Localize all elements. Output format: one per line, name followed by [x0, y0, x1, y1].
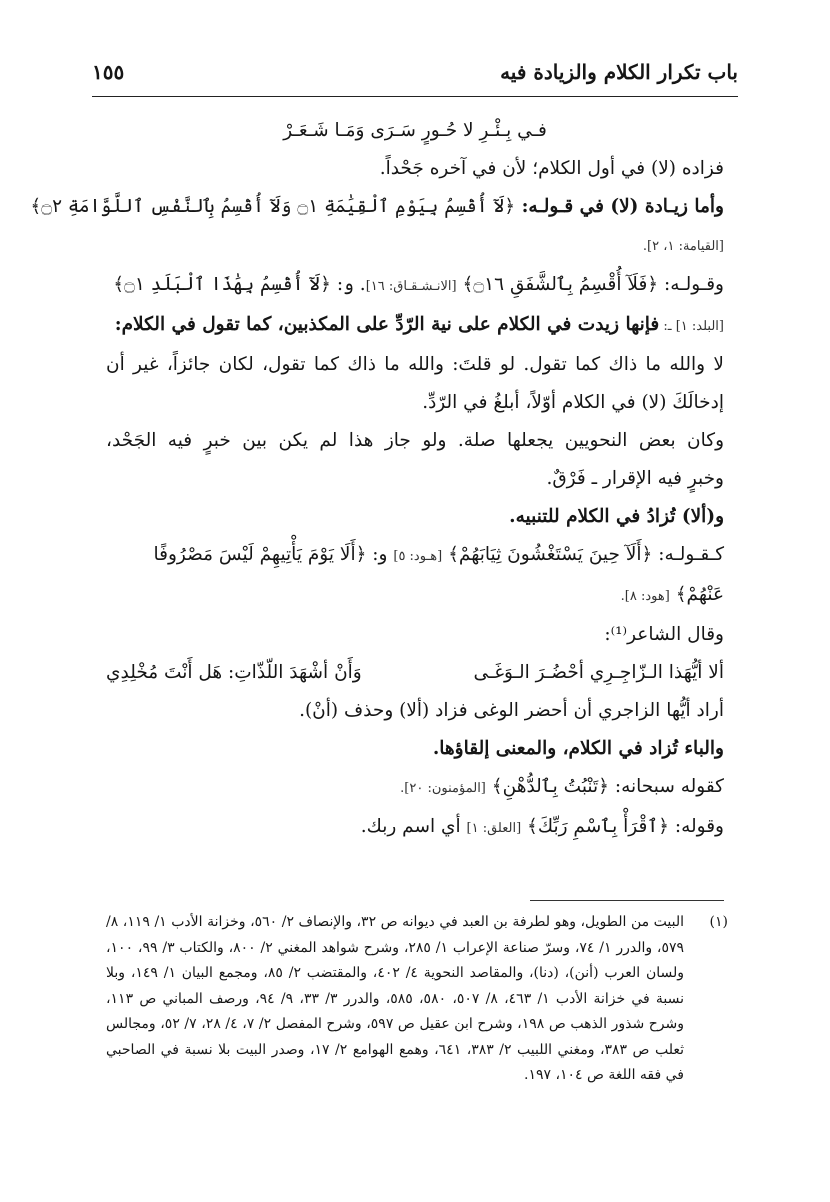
footnote-text: البيت من الطويل، وهو لطرفة بن العبد في ديوانه ص ٣٢، والإنصاف ٢/ ٥٦٠، وخزانة الأدب ١/ ١١٩، ٨/ ٥٧٩، والدرر ١/ ٧٤، وسرّ صناعة الإعراب ١/ ٢٨٥، وشرح شواهد المغني ٢/ ٨٠٠، والكتاب ٣/ ٩٩، ١٠٠، ولسان العرب (أنن)، (دنا)، والمقاصد النحوية ٤/ ٤٠٢، والمقتضب ٢/ ٨٥، ومجمع البيان ١/ ١٤٩، وبلا نسبة في خزانة الأدب ١/ ٤٦٣، ٨/ ٥٠٧، ٥٨٠، ٥٨٥، والدرر ٣/ ٣٣، ٩/ ٩٤، ورصف المباني ص ١١٣، وشرح شذور الذهب ص ١٩٨، وشرح ابن عقيل ص ٥٩٧، وشرح المفصل ٢/ ٧، ٤/ ٢٨، ٧/ ٥٢، ومجالس ثعلب ص ٣٨٣، ومغني اللبيب ٢/ ٣٨٣، ٦٤١، وهمع الهوامع ٢/ ١٧، وصدر البيت بلا نسبة في الصاحبي في فقه اللغة ص ١٠٤، ١٩٧.: [106, 914, 685, 1083]
paragraph-line: [106, 576, 724, 616]
quran-quote: وقوله: ﴿ٱقْرَأْ بِٱسْمِ رَبِّكَ﴾: [521, 816, 724, 837]
footnote-separator: [530, 900, 724, 901]
quran-reference: [القيامة: ١، ٢].: [642, 239, 724, 254]
quran-quote: وقـولـه: ﴿فَلَآ أُقْسِمُ بِٱلشَّفَقِ ۝١٦﴾: [456, 274, 724, 295]
paragraph-line: [106, 808, 724, 848]
quran-reference: [البلد: ١] ـ:: [659, 319, 724, 334]
page-number: ١٥٥: [92, 60, 125, 84]
chapter-title: باب تكرار الكلام والزيادة فيه: [500, 60, 738, 84]
quran-quote: عَنْهُمْ﴾: [669, 584, 724, 605]
bold-heading: والباء تُزاد في الكلام، والمعنى إلقاؤها.: [432, 738, 724, 759]
paragraph-line: فزاده (لا) في أول الكلام؛ لأن في آخره جَحْداً.: [379, 158, 724, 179]
quran-quote: كقوله سبحانه: ﴿تَنْبُتُ بِٱلدُّهْنِ﴾: [485, 776, 724, 797]
paragraph-line: [106, 536, 724, 576]
paragraph-line: إدخالَكَ (لا) في الكلام أوّلاً، أبلغُ في الرّدِّ.: [422, 392, 724, 413]
quran-reference: [المؤمنون: ٢٠].: [400, 781, 486, 796]
paragraph-line: وخبرٍ فيه الإقرار ـ فَرْقٌ.: [546, 468, 724, 489]
paragraph-line: [30, 188, 724, 226]
bold-heading: وأما زيـادة (لا) في قـولـه:: [515, 196, 724, 217]
quran-quote: . و: ﴿لَآ أُقْسِمُ بِهَٰذَا ٱلْبَلَدِ ۝١﴾: [113, 274, 366, 295]
footnote: [106, 910, 728, 1089]
header-rule: [92, 96, 738, 97]
quran-reference: [الانـشـقـاق: ١٦]: [365, 279, 457, 294]
verse-first-hemistich: ألا أيُّهَذا الـزّاجِـرِي أحْضُـرَ الـوَغَـى: [473, 662, 724, 683]
main-text: [30, 112, 724, 848]
bold-text: فإنها زيدت في الكلام على نية الرّدِّ على المكذبين، كما تقول في الكلام:: [114, 314, 660, 335]
quran-reference: [العلق: ١]: [466, 821, 522, 836]
paragraph-line: أراد أيُّها الزاجري أن أحضر الوغى فزاد (ألا) وحذف (أنْ).: [299, 700, 724, 721]
quran-reference: [هـود: ٥]: [393, 549, 443, 564]
bold-heading: و(ألا) تُزادُ في الكلام للتنبيه.: [509, 506, 724, 527]
quran-quote: كـقـولـه: ﴿أَلَآ حِينَ يَسْتَغْشُونَ ثِيَابَهُمْ﴾: [442, 544, 724, 565]
paragraph-line: وكان بعض النحويين يجعلها صلة. ولو جاز هذا لم يكن بين خبرٍ فيه الجَحْد،: [106, 430, 724, 451]
paragraph-line: [106, 266, 724, 306]
paragraph-line: [106, 768, 724, 808]
quran-quote: و: ﴿أَلَا يَوْمَ يَأْتِيهِمْ لَيْسَ مَصْرُوفًا: [153, 544, 394, 565]
poetry-verse: [106, 654, 724, 692]
paragraph-line: [106, 306, 724, 346]
quran-quote: ﴿لَآ أُقْسِمُ بِيَوْمِ ٱلْقِيَٰمَةِ ۝١ وَلَآ أُقْسِمُ بِٱلنَّفْسِ ٱللَّوَّامَةِ ۝٢﴾: [30, 196, 516, 217]
quran-reference: [هود: ٨].: [620, 589, 670, 604]
verse-line: فـي بِـئْـرِ لا حُـورٍ سَـرَى وَمَـا شَـعَـرْ: [283, 120, 547, 141]
citation-line: [106, 226, 724, 266]
paragraph-line: لا والله ما ذاك كما تقول. لو قلتَ: والله ما ذاك كما تقول، لكان جائزاً، غير أن: [106, 354, 724, 375]
running-header: [92, 60, 738, 92]
footnote-number: (١): [709, 914, 728, 930]
verse-second-hemistich: وَأَنْ أشْهَدَ اللّذّاتِ: هَل أَنْتَ مُخْلِدِي: [106, 662, 362, 683]
paragraph-text: أي اسم ربك.: [360, 816, 467, 837]
paragraph-line: وقال الشاعر⁽¹⁾:: [604, 624, 724, 645]
